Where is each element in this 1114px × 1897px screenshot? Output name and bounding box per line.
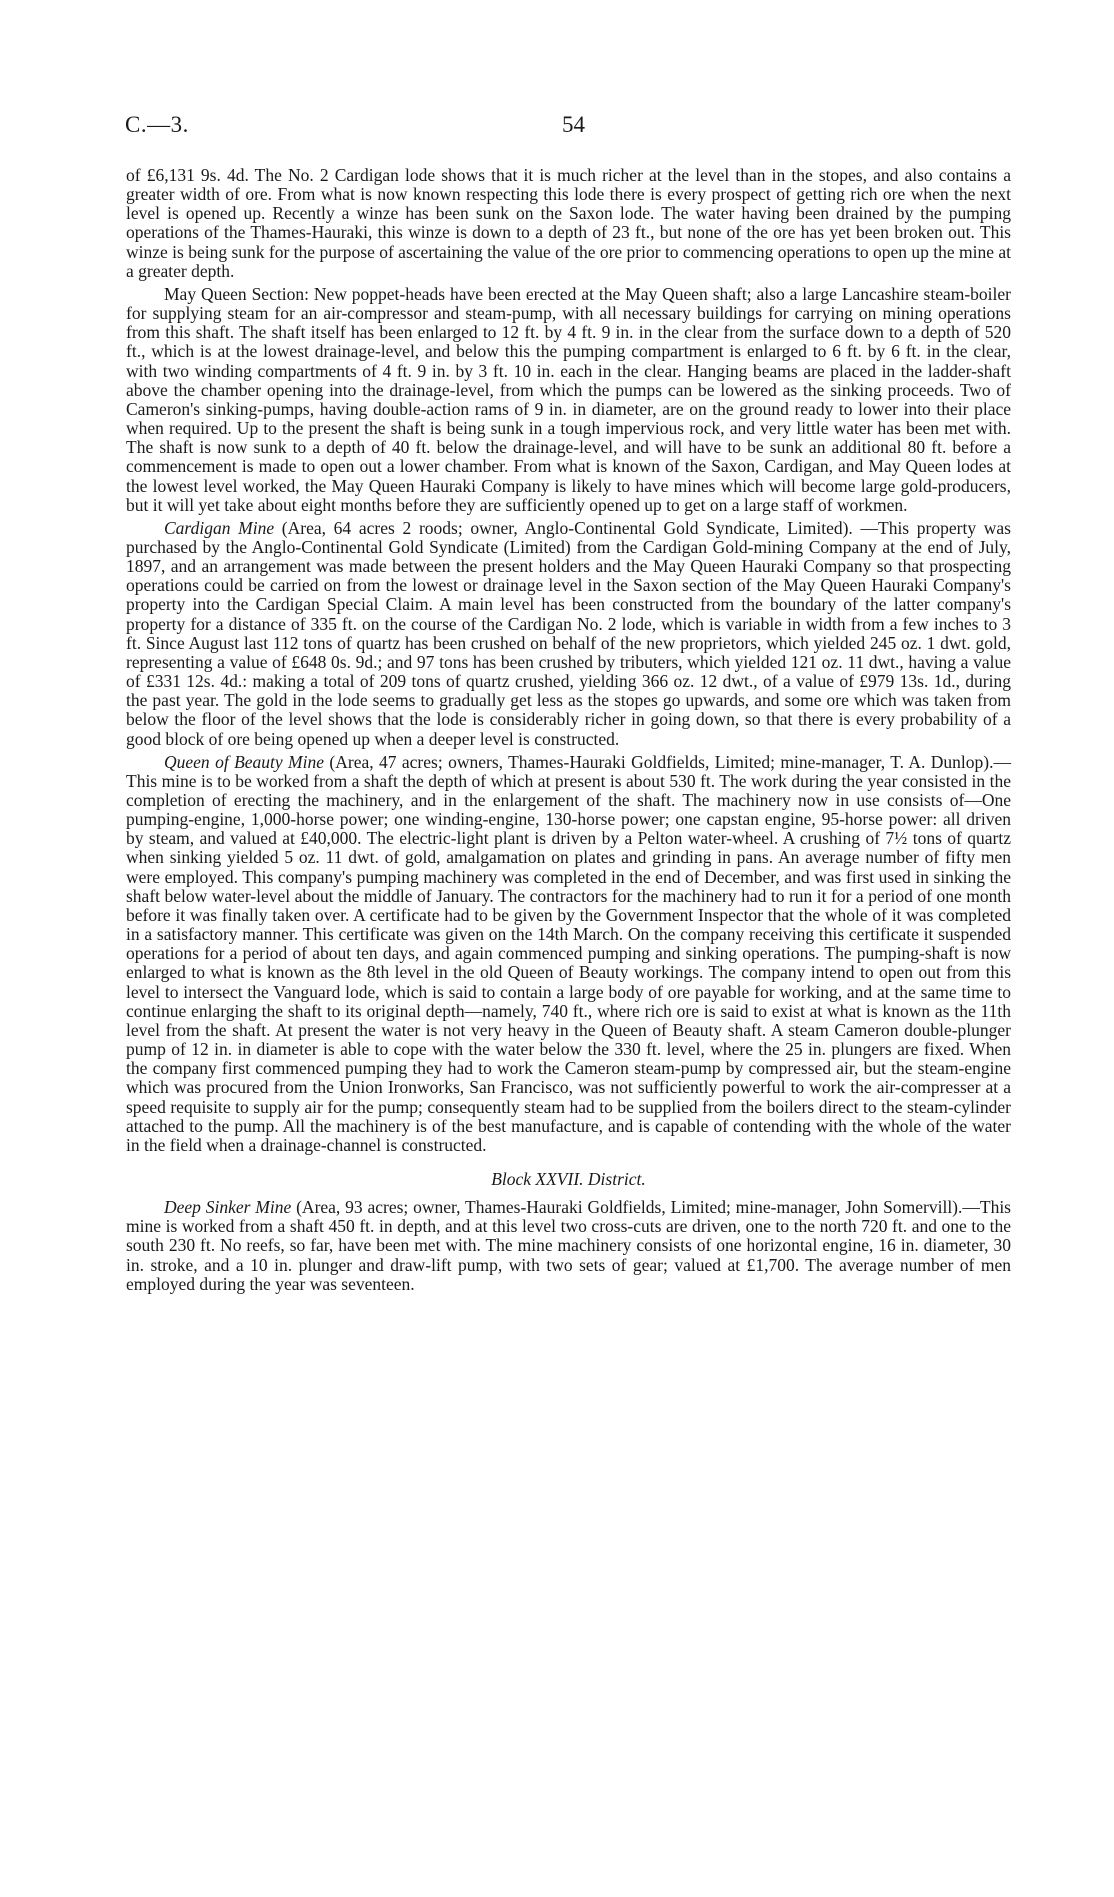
paragraph-text: (Area, 64 acres 2 roods; owner, Anglo-Continental Gold Syndicate, Limited). —This property was purchased by the Anglo-Continental Gold Syndicate (Limited) from the Cardigan Gold-mining Company at the end of July, 1897, and an arrangement was made between the present holders and the May Queen Hauraki Company so that prospecting operations could be carried on from the lowest or drainage level in the Saxon section of the May Queen Hauraki Company's property into the Cardigan Special Claim. A main level has been constructed from the boundary of the latter company's property for a distance of 335 ft. on the course of the Cardigan No. 2 lode, which is variable in width from a few inches to 3 ft. Since August last 112 tons of quartz has been crushed on behalf of the new proprietors, which yielded 245 oz. 1 dwt. gold, representing a value of £648 0s. 9d.; and 97 tons has been crushed by tributers, which yielded 121 oz. 11 dwt., having a value of £331 12s. 4d.: making a total of 209 tons of quartz crushed, yielding 366 oz. 12 dwt., of a value of £979 13s. 1d., during the past year. The gold in the lode seems to gradually get less as the stopes go upwards, and some ore which was taken from below the floor of the level shows that the lode is considerably richer in going down, so that there is every probability of a good block of ore being opened up when a deeper level is constructed. xyxy=(126,517,1011,749)
mine-name: Queen of Beauty Mine xyxy=(164,751,325,772)
page-header xyxy=(125,112,1005,142)
body-text xyxy=(126,166,1011,1298)
paragraph-intro xyxy=(126,166,1011,281)
paragraph-queen-of-beauty-mine xyxy=(126,753,1011,1155)
mine-name: Cardigan Mine xyxy=(164,517,275,538)
paragraph-text: (Area, 47 acres; owners, Thames-Hauraki Goldfields, Limited; mine-manager, T. A. Dunlop).—This mine is to be worked from a shaft the depth of which at present is about 530 ft. The work during the year consisted in the completion of erecting the machinery, and in the enlargement of the shaft. The machinery now in use consists of—One pumping-engine, 1,000-horse power; one winding-engine, 130-horse power; one capstan engine, 95-horse power: all driven by steam, and valued at £40,000. The electric-light plant is driven by a Pelton water-wheel. A crushing of 7½ tons of quartz when sinking yielded 5 oz. 11 dwt. of gold, amalgamation on plates and grinding in pans. An average number of fifty men were employed. This company's pumping machinery was completed in the end of December, and was first used in sinking the shaft below water-level about the middle of January. The contractors for the machinery had to run it for a period of one month before it was finally taken over. A certificate had to be given by the Government Inspector that the whole of it was completed in a satisfactory manner. This certificate was given on the 14th March. On the company receiving this certificate it suspended operations for a period of about ten days, and again commenced pumping and sinking operations. The pumping-shaft is now enlarged to what is known as the 8th level in the old Queen of Beauty workings. The company intend to open out from this level to intersect the Vanguard lode, which is said to contain a large body of ore payable for working, and at the same time to continue enlarging the shaft to its original depth—namely, 740 ft., where rich ore is said to exist at what is known as the 11th level from the shaft. At present the water is not very heavy in the Queen of Beauty shaft. A steam Cameron double-plunger pump of 12 in. in diameter is able to cope with the water below the 330 ft. level, where the 25 in. plungers are fixed. When the company first commenced pumping they had to work the Cameron steam-pump by compressed air, but the steam-engine which was procured from the Union Ironworks, San Francisco, was not sufficiently powerful to work the air-compresser at a speed requisite to supply air for the pump; consequently steam had to be supplied from the boilers direct to the steam-cylinder attached to the pump. All the machinery is of the best manufacture, and is capable of contending with the whole of the water in the field when a drainage-channel is constructed. xyxy=(126,751,1011,1155)
section-heading: Block XXVII. District. xyxy=(491,1168,646,1189)
paragraph-text: May Queen Section: New poppet-heads have been erected at the May Queen shaft; also a large Lancashire steam-boiler for supplying steam for an air-compressor and steam-pump, with all necessary buildings for carrying on mining operations from this shaft. The shaft itself has been enlarged to 12 ft. by 4 ft. 9 in. in the clear from the surface down to a depth of 520 ft., which is at the lowest drainage-level, and below this the pumping compartment is enlarged to 6 ft. by 6 ft. in the clear, with two winding compartments of 4 ft. 9 in. by 3 ft. 10 in. each in the clear. Hanging beams are placed in the ladder-shaft above the chamber opening into the drainage-level, from which the pumps can be lowered as the sinking proceeds. Two of Cameron's sinking-pumps, having double-action rams of 9 in. in diameter, are on the ground ready to lower into their place when required. Up to the present the shaft is being sunk in a tough impervious rock, and very little water has been met with. The shaft is now sunk to a depth of 40 ft. below the drainage-level, and will have to be sunk an additional 80 ft. before a commencement is made to open out a lower chamber. From what is known of the Saxon, Cardigan, and May Queen lodes at the lowest level worked, the May Queen Hauraki Company is likely to have mines which will become large gold-producers, but it will yet take about eight months before they are sufficiently opened up to get on a large staff of workmen. xyxy=(126,283,1011,515)
page-number: 54 xyxy=(562,112,585,137)
paragraph-cardigan-mine xyxy=(126,519,1011,749)
mine-name: Deep Sinker Mine xyxy=(164,1197,292,1218)
paragraph-may-queen-section xyxy=(126,285,1011,515)
paragraph-text: of £6,131 9s. 4d. The No. 2 Cardigan lode shows that it is much richer at the level than in the stopes, and also contains a greater width of ore. From what is now known respecting this lode there is every prospect of getting rich ore when the next level is opened up. Recently a winze has been sunk on the Saxon lode. The water having been drained by the pumping operations of the Thames-Hauraki, this winze is down to a depth of 23 ft., but none of the ore has yet been broken out. This winze is being sunk for the purpose of ascertaining the value of the ore prior to commencing operations to open up the mine at a greater depth. xyxy=(126,165,1011,281)
paragraph-text: (Area, 93 acres; owner, Thames-Hauraki Goldfields, Limited; mine-manager, John Somervill).—This mine is worked from a shaft 450 ft. in depth, and at this level two cross-cuts are driven, one to the north 720 ft. and one to the south 230 ft. No reefs, so far, have been met with. The mine machinery consists of one horizontal engine, 16 in. diameter, 30 in. stroke, and a 10 in. plunger and draw-lift pump, with two sets of gear; valued at £1,700. The average number of men employed during the year was seventeen. xyxy=(126,1197,1011,1294)
document-reference: C.—3. xyxy=(125,112,189,137)
paragraph-deep-sinker-mine xyxy=(126,1198,1011,1294)
